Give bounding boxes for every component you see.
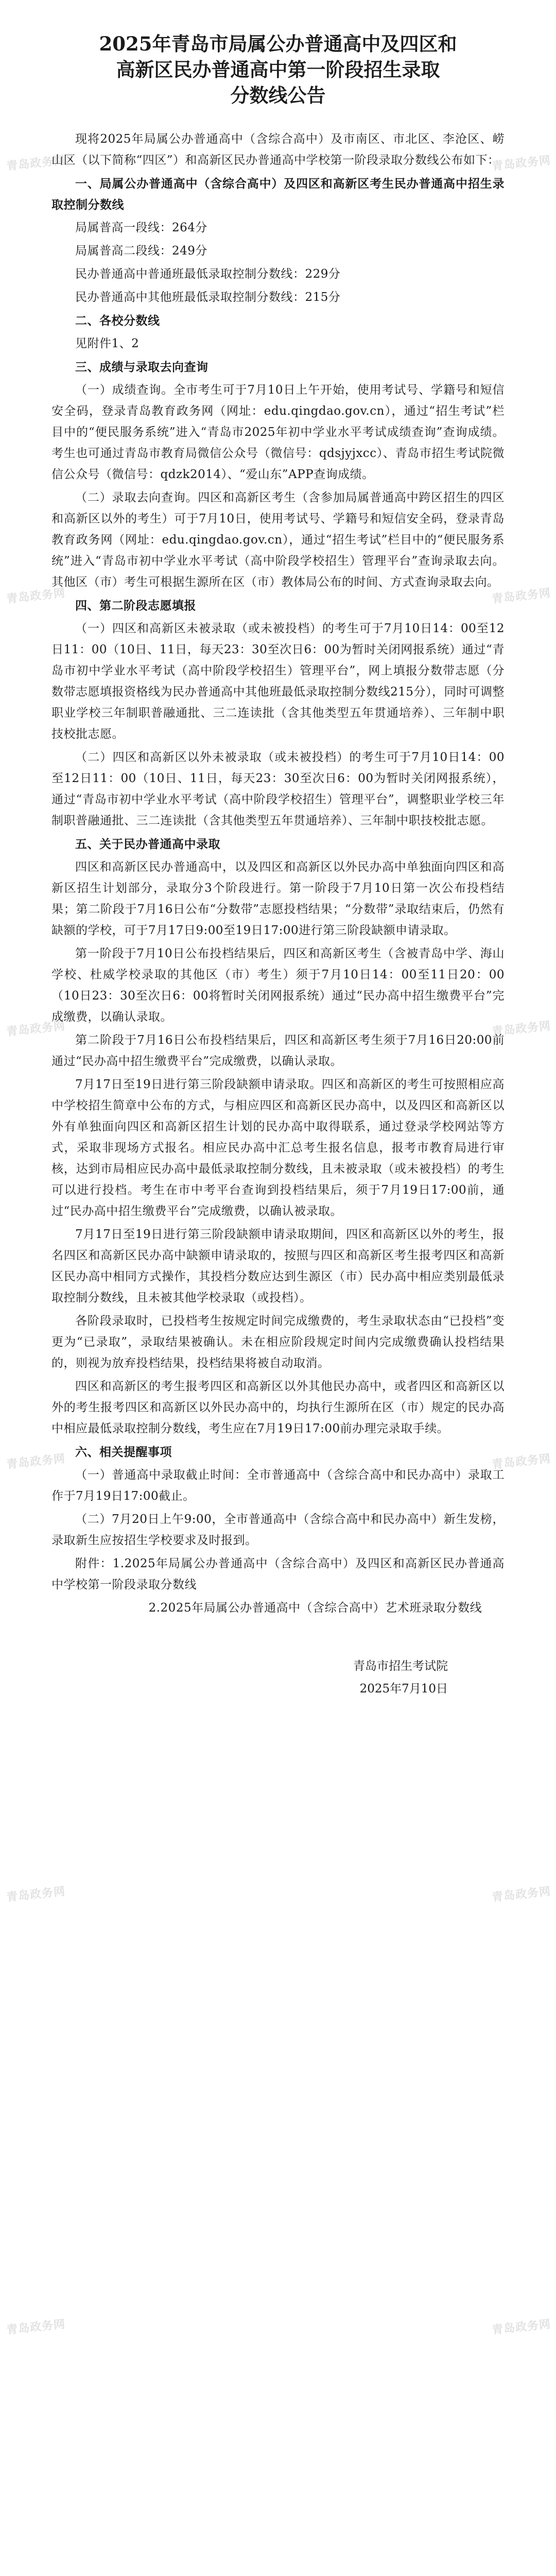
watermark: 青岛政务网 xyxy=(6,1020,66,1039)
attachment-1: 附件：1.2025年局属公办普通高中（含综合高中）及四区和高新区民办普通高中学校第一阶段录取分数线 xyxy=(51,1557,505,1591)
watermark: 青岛政务网 xyxy=(491,1020,552,1039)
intro-paragraph: 现将2025年局属公办普通高中（含综合高中）及市南区、市北区、李沧区、崂山区（以下简称“四区”）和高新区民办普通高中学校第一阶段录取分数线公布如下： xyxy=(51,132,505,167)
watermark: 青岛政务网 xyxy=(6,587,66,606)
watermark: 青岛政务网 xyxy=(491,587,552,606)
announcement xyxy=(51,31,505,1700)
announcement-body xyxy=(51,129,505,1619)
score-line: 民办普通高中普通班最低录取控制分数线：229分 xyxy=(75,267,341,281)
section-heading: 五、关于民办普通高中录取 xyxy=(75,837,220,851)
section-heading: 六、相关提醒事项 xyxy=(75,1445,172,1459)
paragraph: （二）四区和高新区以外未被录取（或未被投档）的考生可于7月10日14：00至12日11：00（10日、11日，每天23：30至次日6：00为暂时关闭网报系统），通过“青岛市初中学业水平考试（高中阶段学校招生）管理平台”，调整职业学校三年制职普融通批、三二连读批（含其他类型五年贯通培养）、三年制中职技校批志愿。 xyxy=(51,751,505,827)
watermark: 青岛政务网 xyxy=(491,1885,552,1904)
paragraph: （一）成绩查询。全市考生可于7月10日上午开始，使用考试号、学籍号和短信安全码，登录青岛教育政务网（网址：edu.qingdao.gov.cn），通过“招生考试”栏目中的“便民服务系统”进入“青岛市2025年初中学业水平考试成绩查询”查询成绩。考生也可通过青岛市教育局微信公众号（微信号：qdsjyjxcc）、青岛市招生考试院微信公众号（微信号：qdzk2014）、“爱山东”APP查询成绩。 xyxy=(51,383,505,481)
watermark: 青岛政务网 xyxy=(6,154,66,173)
watermark: 青岛政务网 xyxy=(491,1452,552,1471)
paragraph: （一）四区和高新区未被录取（或未被投档）的考生可于7月10日14：00至12日11：00（10日、11日，每天23：30至次日6：00为暂时关闭网报系统）通过“青岛市初中学业水平考试（高中阶段学校招生）管理平台”，网上填报分数带志愿（分数带志愿填报资格线为民办普通高中其他班最低录取控制分数线215分），同时可调整职业学校三年制职普融通批、三二连读批（含其他类型五年贯通培养）、三年制中职技校批志愿。 xyxy=(51,622,505,741)
watermark: 青岛政务网 xyxy=(6,1885,66,1904)
watermark: 青岛政务网 xyxy=(6,1452,66,1471)
section-heading: 一、局属公办普通高中（含综合高中）及四区和高新区考生民办普通高中招生录取控制分数线 xyxy=(51,177,505,212)
signature-org: 青岛市招生考试院 xyxy=(353,1659,448,1673)
attachment-2: 2.2025年局属公办普通高中（含综合高中）艺术班录取分数线 xyxy=(148,1601,482,1615)
watermark: 青岛政务网 xyxy=(6,2318,66,2337)
score-line: 局属普高一段线：264分 xyxy=(75,221,207,234)
section-text: 见附件1、2 xyxy=(75,337,140,350)
section-heading: 二、各校分数线 xyxy=(75,314,160,328)
paragraph: 四区和高新区的考生报考四区和高新区以外其他民办高中，或者四区和高新区以外的考生报考四区和高新区以外民办高中的，均执行生源所在区（市）规定的民办高中相应最低录取控制分数线，考生应在7月19日17:00前办理完录取手续。 xyxy=(51,1380,505,1435)
signature-date: 2025年7月10日 xyxy=(359,1682,448,1696)
page-title: 2025年青岛市局属公办普通高中及四区和 高新区民办普通高中第一阶段招生录取 分数线公告 xyxy=(99,32,457,107)
paragraph: 7月17日至19日进行第三阶段缺额申请录取期间，四区和高新区以外的考生，报名四区和高新区民办高中缺额申请录取的，按照与四区和高新区考生报考四区和高新区民办高中相同方式操作，其投档分数应达到生源区（市）民办高中相应类别最低录取控制分数线，且未被其他学校录取（或投档）。 xyxy=(51,1228,505,1304)
paragraph: 各阶段录取时，已投档考生按规定时间完成缴费的，考生录取状态由“已投档”变更为“已录取”，录取结果被确认。未在相应阶段规定时间内完成缴费确认投档结果的，则视为放弃投档结果，投档结果将被自动取消。 xyxy=(51,1314,505,1370)
watermark: 青岛政务网 xyxy=(491,2318,552,2337)
paragraph: 第二阶段于7月16日公布投档结果后，四区和高新区考生须于7月16日20:00前通过“民办高中招生缴费平台”完成缴费，以确认录取。 xyxy=(51,1033,505,1068)
signature-block xyxy=(51,1655,505,1700)
paragraph: （一）普通高中录取截止时间：全市普通高中（含综合高中和民办高中）录取工作于7月19日17:00截止。 xyxy=(51,1468,505,1503)
paragraph: 第一阶段于7月10日公布投档结果后，四区和高新区考生（含被青岛中学、海山学校、杜威学校录取的其他区（市）考生）须于7月10日14：00至11日20：00（10日23：30至次日6：00将暂时关闭网报系统）通过“民办高中招生缴费平台”完成缴费，以确认录取。 xyxy=(51,947,505,1024)
paragraph: 7月17日至19日进行第三阶段缺额申请录取。四区和高新区的考生可按照相应高中学校招生简章中公布的方式，与相应四区和高新区民办高中，以及四区和高新区以外有单独面向四区和高新区招生计划的民办高中取得联系，通过登录学校网站等方式，采取非现场方式报名。相应民办高中汇总考生报名信息，报考市教育局进行审核，达到市局相应民办高中最低录取控制分数线，且未被录取（或未被投档）的考生可以进行投档。考生在市中考平台查询到投档结果后，须于7月19日17:00前，通过“民办高中招生缴费平台”完成缴费，以确认被录取。 xyxy=(51,1078,505,1218)
watermark: 青岛政务网 xyxy=(491,154,552,173)
paragraph: （二）7月20日上午9:00，全市普通高中（含综合高中和民办高中）新生发榜，录取新生应按招生学校要求及时报到。 xyxy=(51,1513,505,1547)
paragraph: （二）录取去向查询。四区和高新区考生（含参加局属普通高中跨区招生的四区和高新区以外的考生）可于7月10日，使用考试号、学籍号和短信安全码，登录青岛教育政务网（网址：edu.qingdao.gov.cn），通过“招生考试”栏目中的“便民服务系统”进入“青岛市初中学业水平考试（高中阶段学校招生）管理平台”查询录取去向。其他区（市）考生可根据生源所在区（市）教体局公布的时间、方式查询录取去向。 xyxy=(51,491,505,589)
section-heading: 四、第二阶段志愿填报 xyxy=(75,599,196,613)
score-line: 民办普通高中其他班最低录取控制分数线：215分 xyxy=(75,291,341,304)
paragraph: 四区和高新区民办普通高中，以及四区和高新区以外民办高中单独面向四区和高新区招生计划部分，录取分3个阶段进行。第一阶段于7月10日第一次公布投档结果；第二阶段于7月16日公布“分数带”志愿投档结果；“分数带”录取结束后，仍然有缺额的学校，可于7月17日9:00至19日17:00进行第三阶段缺额申请录取。 xyxy=(51,860,505,937)
score-line: 局属普高二段线：249分 xyxy=(75,244,207,258)
section-heading: 三、成绩与录取去向查询 xyxy=(75,360,208,374)
